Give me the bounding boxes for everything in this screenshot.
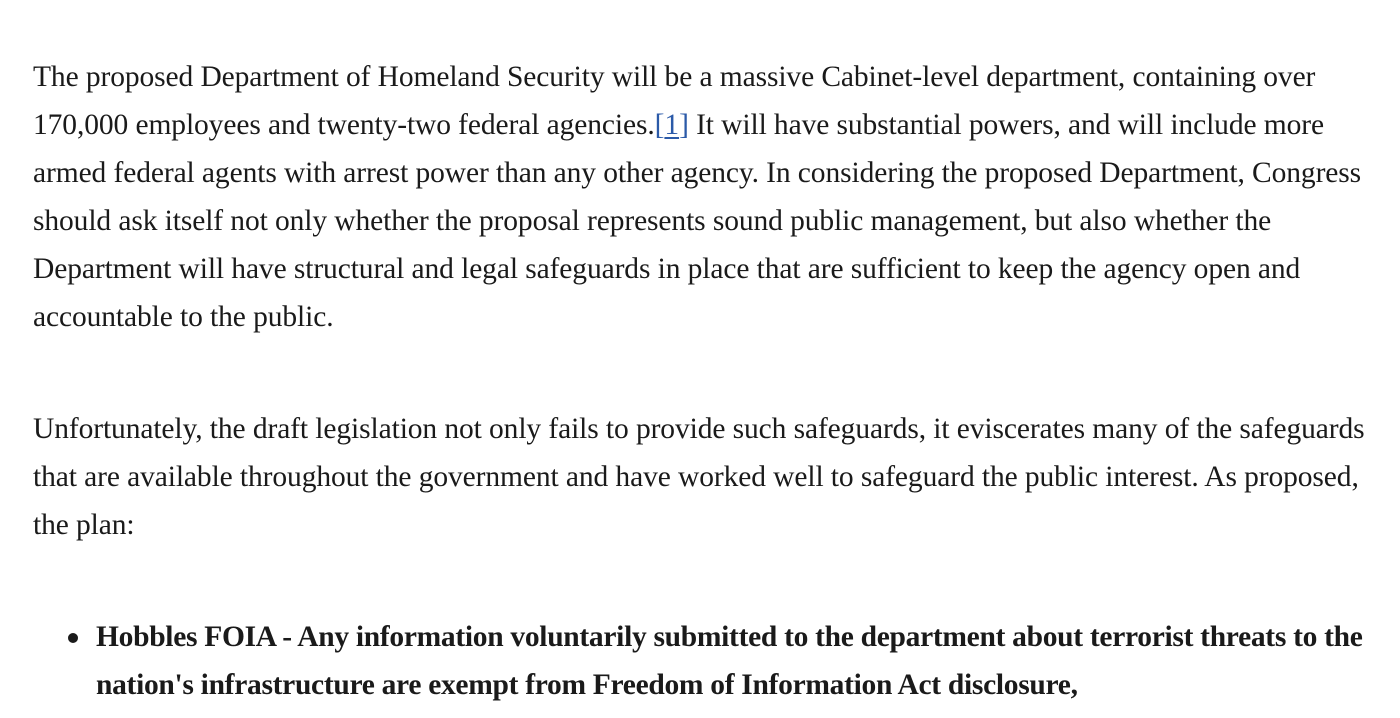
list-item-text: Hobbles FOIA - Any information voluntarily submitted to the department about terrorist threats to the nation's infrastructure are exempt from Freedom of Information Act disclosure,	[96, 621, 1363, 701]
list-item	[96, 613, 1378, 709]
paragraph-intro-text-cont: It will have substantial powers, and will include more armed federal agents with arrest power than any other agency. In considering the proposed Department, Congress should ask itself not only whether the proposal represents sound public management, but also whether the Department will have structural and legal safeguards in place that are sufficient to keep the agency open and accountable to the public.	[33, 109, 1362, 333]
paragraph-intro	[33, 53, 1378, 341]
bullet-icon	[68, 633, 78, 643]
paragraph-safeguards: Unfortunately, the draft legislation not only fails to provide such safeguards, it eviscerates many of the safeguards that are available throughout the government and have worked well to safeguard the public interest. As proposed, the plan:	[33, 413, 1365, 541]
footnote-link-1[interactable]: [1]	[654, 109, 689, 141]
paragraph-intro-text: The proposed Department of Homeland Security will be a massive Cabinet-level department, containing over 170,000 employees and twenty-two federal agencies.	[33, 61, 1316, 141]
article-body	[33, 53, 1378, 709]
plan-list	[33, 613, 1378, 709]
